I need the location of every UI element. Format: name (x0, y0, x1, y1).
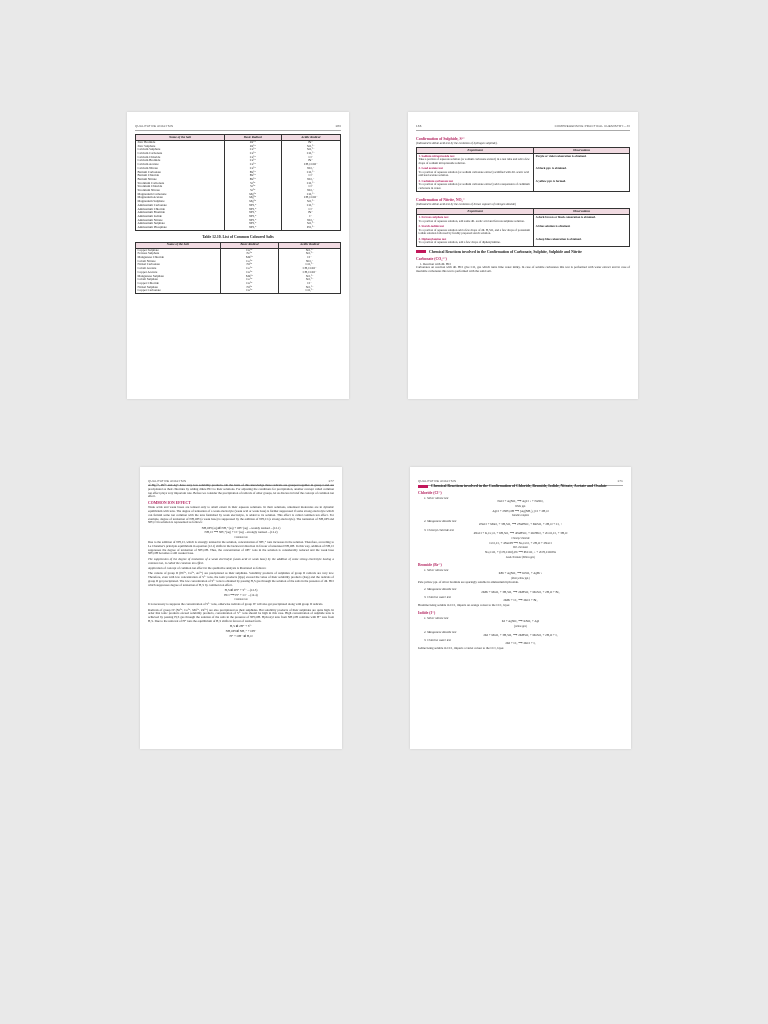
equation-label: Lead chromate (Yellow ppt.) (505, 555, 536, 559)
acidic-radical-cell: CO₃²⁻ (279, 263, 341, 267)
acidic-radical-cell: CH₃COO⁻ (281, 196, 340, 200)
basic-radical-cell: Ba²⁺ (225, 178, 282, 182)
page-body (418, 484, 623, 743)
salt-name-cell: Calcium Acetate (136, 163, 225, 167)
basic-radical-cell: Sr²⁺ (225, 182, 282, 186)
salt-name-cell: Magnesium Sulphate (136, 200, 225, 204)
salt-name-cell: Strontium Chloride (136, 185, 225, 189)
equation: HCl ⟶ H⁺ + Cl⁻ ...(12.4) (224, 592, 258, 597)
page-number: 171 (617, 479, 623, 483)
paragraph: Iodine being soluble in CCl₄ imparts a violet colour to the CCl₄ layer. (418, 646, 505, 651)
equation-label: Common ion (234, 598, 248, 602)
test-title: 1. Ferrous sulphate test (418, 215, 449, 220)
equation: H⁺ + OH⁻ ⇌ H₂O (229, 633, 253, 638)
section-title: Confirmation of Nitrite, NO₂⁻ (416, 198, 465, 203)
salt-name-cell: Ammonium Bromide (136, 211, 225, 215)
acidic-radical-cell: Cl⁻ (279, 282, 341, 286)
basic-radical-cell: Ca²⁺ (225, 167, 282, 171)
table-body (136, 140, 341, 230)
salt-name-cell: Ammonium Chloride (136, 208, 225, 212)
equation: AgCl + 2NH₄OH ⟶ [Ag(NH₃)₂] Cl + 2H₂O (492, 508, 549, 513)
header-title: COMPREHENSIVE PRACTICAL CHEMISTRY—XI (554, 124, 630, 128)
table-row (417, 237, 630, 247)
basic-radical-cell: NH₄⁺ (225, 222, 282, 226)
page-183 (127, 112, 349, 399)
salt-name-cell: Magnesium Carbonate (136, 193, 225, 197)
basic-radical-cell: Ni²⁺ (220, 286, 279, 290)
salt-name-cell: Manganese Sulphate (136, 275, 221, 279)
basic-radical-cell: Ca²⁺ (225, 156, 282, 160)
acidic-radical-cell: I⁻ (281, 215, 340, 219)
page-177 (140, 467, 342, 749)
test-procedure: Take a portion of aqueous solution (or sodium carbonate extract) in a test tube and add a few drops of sodium nitroprusside solution. (418, 157, 530, 165)
table-row (136, 226, 341, 230)
page-body (148, 484, 334, 743)
acidic-radical-cell: Br⁻ (281, 140, 340, 144)
page-number: 183 (335, 124, 341, 128)
acidic-radical-cell: NO₃⁻ (281, 167, 340, 171)
basic-radical-cell: NH₄⁺ (225, 211, 282, 215)
paragraph: Pale yellow ppt. of silver bromide are sparingly soluble in ammonium hydroxide. (418, 580, 519, 585)
equation: KI + AgNO₃ ⟶ KNO₃ + AgI (501, 619, 540, 624)
salt-name-cell: Manganese Chloride (136, 256, 221, 260)
observation-cell: A blue solution is obtained. (534, 224, 630, 237)
table-row (136, 289, 341, 293)
nitrite-tests-table (416, 208, 630, 246)
equation-label: Chromyl chloride (511, 536, 530, 540)
acidic-radical-cell: PO₄³⁻ (281, 226, 340, 230)
acidic-radical-cell: SO₄²⁻ (279, 275, 341, 279)
basic-radical-cell: Ca²⁺ (225, 152, 282, 156)
paragraph: Due to the addition of NH₄Cl, which is strongly ionised in the solution, concentration of NH₄⁺ ions increases in the solution. Therefore, according to Le Chatelier's principle equilibrium in equation (12.1) shifts in the backward direction in favour of unionised NH₄OH. In this way, addition of NH₄Cl suppresses the degree of ionisation of NH₄OH. Thus, the concentration of OH⁻ ions in the solution is considerably reduced and the weak base NH₄OH becomes a still weaker base. (148, 540, 334, 556)
salt-name-cell: Copper Chloride (136, 282, 221, 286)
equation: KBr + AgNO₃ ⟶ KNO₃ + AgBr ↓ (498, 570, 543, 575)
basic-radical-cell: NH₄⁺ (225, 204, 282, 208)
salt-name-cell: Zinc Bromide (136, 140, 225, 144)
experiment-cell (417, 166, 534, 179)
salt-name-cell: Nickel Sulphate (136, 286, 221, 290)
salt-name-cell: Ammonium Phosphate (136, 226, 225, 230)
basic-radical-cell: Cu²⁺ (220, 271, 279, 275)
acidic-radical-cell: CO₃²⁻ (281, 193, 340, 197)
acidic-radical-cell: Br⁻ (281, 159, 340, 163)
basic-radical-cell: Mg²⁺ (225, 196, 282, 200)
acidic-radical-cell: CH₃COO⁻ (281, 163, 340, 167)
column-header: Basic Radical (225, 135, 282, 141)
running-header (135, 124, 341, 131)
table-row (417, 179, 630, 192)
running-header (416, 124, 630, 131)
acidic-radical-cell: CO₃²⁻ (281, 171, 340, 175)
salt-name-cell: Strontium Carbonate (136, 182, 225, 186)
basic-radical-cell: Fe²⁺ (220, 252, 279, 256)
equation: NH₄OH (aq) ⇌ NH₄⁺(aq) + OH⁻(aq) ...weakly ionised ...(12.1) (201, 525, 281, 530)
basic-radical-cell: NH₄⁺ (225, 219, 282, 223)
salt-name-cell: Copper Acetate (136, 271, 221, 275)
salts-table (135, 134, 341, 231)
test-title: 2. Starch-iodide test (418, 224, 445, 229)
table-row (417, 166, 630, 179)
equation: 2KI + MnO₂ + 3H₂SO₄ ⟶ 2KHSO₄ + MnSO₄ + 2H₂O + I₂ (483, 632, 558, 637)
acidic-radical-cell: NO₃⁻ (281, 219, 340, 223)
paragraph: Radicals of group IV (Ni²⁺, Co²⁺, Mn²⁺, Zn²⁺) are also precipitated as their sulphides. But solubility products of their sulphides are quite high. In order that ionic products exceed solubility products, concentration of S²⁻ ions should be high in this case. High concentration of sulphide ions is achieved by passing H₂S gas through the solution of the salts in the presence of NH₄OH. Hydroxyl ions from NH₄OH combine with H⁺ ions from H₂S. Due to the removal of H⁺ ions the equilibrium of H₂S shifts in favour of ionised form. (148, 607, 334, 623)
acidic-radical-cell: CO₃²⁻ (281, 204, 340, 208)
salt-name-cell: Cobalt Nitrate (136, 260, 221, 264)
equation: H₂S ⇌ 2H⁺ + S²⁻ (229, 624, 253, 629)
salt-name-cell: Ammonium Iodide (136, 215, 225, 219)
test-procedure: To a portion of aqueous solution (or sodium carbonate extract) add a suspension of cadmium carbonate in water. (418, 182, 530, 190)
table-body (417, 215, 630, 247)
basic-radical-cell: Co²⁺ (220, 260, 279, 264)
basic-radical-cell: NH₄⁺ (225, 215, 282, 219)
basic-radical-cell: Mg²⁺ (225, 200, 282, 204)
column-header: Experiment (417, 148, 534, 154)
page-number: 166 (416, 124, 422, 128)
salt-name-cell: Cobalt Sulphate (136, 278, 221, 282)
reactions-heading (416, 250, 630, 254)
page-body (416, 134, 630, 393)
acidic-radical-cell: Br⁻ (281, 211, 340, 215)
heading-marker (416, 250, 426, 253)
acidic-radical-cell: SO₄²⁻ (281, 200, 340, 204)
experiment-cell (417, 215, 534, 225)
acidic-radical-cell: CH₃COO⁻ (279, 271, 341, 275)
experiment-cell (417, 224, 534, 237)
salt-name-cell: Nickel Carbonate (136, 263, 221, 267)
column-header: Observations (534, 209, 630, 215)
table-row (417, 215, 630, 225)
definition: The suppression of the degree of ionisation of a weak electrolyte (weak acid or weak base) by the addition of some strong electrolyte having a common ion, is called the common ion effect. (148, 556, 334, 565)
paragraph: of Hg₂²⁺, Pb²⁺ and Ag⁺ have very low solubility products. On the basis of this knowledge these radicals are grouped together in group I and are precipitated as their chlorides by adding dilute HCl to their solutions. For adjusting the conditions for precipitation, another concept called common ion effect plays very important role. Before we consider the precipitation of radicals of other groups, let us discuss in brief the concept of common ion effect. (148, 483, 334, 499)
paragraph: It is necessary to suppress the concentration of S²⁻ ions, otherwise radicals of group IV will also get precipitated along with group II radicals. (148, 602, 324, 607)
heading-marker (418, 485, 428, 488)
paragraph: The cations of group II (Pb²⁺, Cu²⁺, As³⁺) are precipitated as their sulphides. Solubility products of sulphides of group II radicals are very low. Therefore, even with low concentration of S²⁻ ions, the ionic products (Qsp) exceed the value of their solubility products (Ksp) and the radicals of group II get precipitated. The low concentration of S²⁻ ions is obtained by passing H₂S gas through the solution of the salts in the presence of dil. HCl which suppresses degree of ionisation of H₂S by common ion effect. (148, 571, 334, 587)
acidic-radical-cell: CO₃²⁻ (281, 152, 340, 156)
basic-radical-cell: Cu²⁺ (220, 248, 279, 252)
equation-label: Common ion (234, 536, 248, 540)
test-title: 1. Sodium nitroprusside test (418, 153, 455, 158)
test-title: 1. Silver nitrate test (424, 567, 449, 572)
column-header: Acidic Radical (279, 242, 341, 248)
acidic-radical-cell: CO₃²⁻ (281, 182, 340, 186)
column-header: Acidic Radical (281, 135, 340, 141)
acidic-radical-cell: NO₃⁻ (281, 189, 340, 193)
acidic-radical-cell: Cl⁻ (281, 185, 340, 189)
test-procedure: To a portion of aqueous solution (or sodium carbonate extract) acidified with dil. acetic acid add lead acetate solution. (418, 169, 530, 178)
salt-name-cell: Ammonium Nitrate (136, 219, 225, 223)
acidic-radical-cell: SO₄²⁻ (281, 148, 340, 152)
acidic-radical-cell: SO₄²⁻ (281, 222, 340, 226)
section-note: (Indicated in dilute acid test by the evolution of brown vapours of nitrogen dioxide) (416, 202, 517, 207)
test-title: 2. Manganese dioxide test (424, 519, 457, 524)
test-procedure: To a portion of aqueous solution add a few drops of dil. H₂SO₄ and a few drops of potassium iodide solution followed by freshly prepared starch solution. (418, 227, 530, 236)
salt-name-cell: Strontium Nitrate (136, 189, 225, 193)
acidic-radical-cell: SO₄²⁻ (281, 145, 340, 149)
test-title: 2. Lead acetate test (418, 166, 443, 171)
heading-text: Chemical Reactions involved in the Confirmation of Carbonate, Sulphite, Sulphide and Nitrite (429, 249, 582, 254)
paragraph: Weak acids and weak bases are ionised only to small extent in their aqueous solutions. In their solutions, unionised molecules are in dynamic equilibrium with ions. The degree of ionisation of a weak electrolyte (weak acid or weak base) is further suppressed if some strong electrolyte which can furnish some ion common with the ions furnished by weak electrolyte, is added to its solution. This effect is called common ion effect. For example, degree of ionisation of NH₄OH (a weak base) is suppressed by the addition of NH₄Cl (a strong electrolyte). The ionisation of NH₄OH and NH₄Cl in solution is represented as follows: (148, 505, 334, 525)
observation-cell: A black ppt. is obtained. (534, 166, 630, 179)
subsection-title: Chloride (Cl⁻) (418, 491, 442, 495)
experiment-cell (417, 237, 534, 247)
column-header: Name of the Salt (136, 242, 221, 248)
test-title: 3. Chromyl chloride test (424, 527, 454, 532)
basic-radical-cell: Cu²⁺ (220, 282, 279, 286)
salt-name-cell: Copper Carbonate (136, 289, 221, 293)
experiment-cell (417, 179, 534, 192)
salt-name-cell: Barium Nitrate (136, 178, 225, 182)
salt-name-cell: Ammonium Carbonate (136, 204, 225, 208)
test-procedure: To a portion of aqueous solution, add a few drops of diphenylamine. (418, 240, 501, 245)
acidic-radical-cell: Cl⁻ (281, 208, 340, 212)
basic-radical-cell: NH₄⁺ (225, 226, 282, 230)
test-title: 3. Chlorine water test (424, 638, 451, 643)
salt-name-cell: Barium Chloride (136, 174, 225, 178)
test-title: 3. Cadmium carbonate test (418, 178, 454, 183)
basic-radical-cell: Ni²⁺ (220, 263, 279, 267)
salt-name-cell: Calcium Nitrate (136, 167, 225, 171)
salt-name-cell: Calcium Chloride (136, 156, 225, 160)
equation-label: (yellow ppt.) (513, 624, 528, 628)
basic-radical-cell: Sr²⁺ (225, 189, 282, 193)
table-caption: Table 12.10. List of Common Coloured Salts (202, 234, 274, 239)
basic-radical-cell: Mn²⁺ (220, 275, 279, 279)
acidic-radical-cell: SO₄²⁻ (279, 286, 341, 290)
salt-name-cell: Zinc Sulphate (136, 145, 225, 149)
test-title: 2. Manganese dioxide test (424, 629, 457, 634)
observation-cell: A yellow ppt. is formed. (534, 179, 630, 192)
acidic-radical-cell: CH₃COO⁻ (279, 267, 341, 271)
basic-radical-cell: Sr²⁺ (225, 185, 282, 189)
test-title: 3. Chlorine water test (424, 595, 451, 600)
subsection-title: Carbonate (CO₃²⁻) (416, 256, 447, 261)
equation: Na₂CrO₄ + (CH₃COO)₂Pb ⟶ PbCrO₄ ↓ + 2CH₃COONa (484, 550, 557, 555)
salt-name-cell: Copper Sulphate (136, 248, 221, 252)
test-title: 1. Reaction with dil. HCl (420, 261, 452, 266)
equation: 2KI + Cl₂ ⟶ 2KCl + I₂ (505, 641, 536, 646)
test-title: 1. Silver nitrate test (424, 616, 449, 621)
paragraph: Application of concept of common ion effect in the qualitative analysis is illustrated as follows: (148, 565, 267, 570)
acidic-radical-cell: NO₃⁻ (281, 178, 340, 182)
paragraph: Carbonates on reaction with dil. HCl give CO₂ gas which turns lime water milky. In case of soluble carbonates this test is performed with water extract and in case of insoluble carbonates this test is performed with the solid salt. (416, 264, 630, 273)
acidic-radical-cell: CO₃²⁻ (279, 289, 341, 293)
test-title: 1. Silver nitrate test (424, 496, 449, 500)
equation: CrO₂Cl₂ + 4NaOH ⟶ Na₂CrO₄ + 2H₂O + 2NaCl (489, 540, 552, 545)
acidic-radical-cell: SO₄²⁻ (279, 248, 341, 252)
header-title: QUALITATIVE ANALYSIS (148, 479, 187, 483)
acidic-radical-cell: SO₄²⁻ (279, 252, 341, 256)
equation: NaCl + AgNO₃ ⟶ AgCl ↓ + NaNO₃ (497, 499, 544, 503)
basic-radical-cell: Co²⁺ (220, 267, 279, 271)
equation: 2KBr + MnO₂ + 3H₂SO₄ ⟶ 2KHSO₄ + MnSO₄ + 2H₂O + Br₂ (481, 589, 560, 594)
column-header: Basic Radical (220, 242, 279, 248)
column-header: Experiment (417, 209, 534, 215)
acidic-radical-cell: SO₄²⁻ (279, 278, 341, 282)
page-171 (410, 467, 631, 749)
basic-radical-cell: NH₄⁺ (225, 208, 282, 212)
equation: NH₄Cl ⟶ NH₄⁺(aq) + Cl⁻(aq) ...strongly ionised ...(12.2) (204, 530, 278, 535)
salt-name-cell: Calcium Sulphate (136, 148, 225, 152)
header-title: QUALITATIVE ANALYSIS (135, 124, 174, 128)
equation: NH₄OH ⇌ NH₄⁺ + OH⁻ (225, 629, 257, 633)
equation-label: Yell. chromate (513, 546, 528, 550)
acidic-radical-cell: NO₃⁻ (279, 260, 341, 264)
page-body (135, 134, 341, 393)
paragraph: Bromine being soluble in CCl₄ imparts an orange colour to the CCl₄ layer. (418, 603, 510, 608)
salt-name-cell: Cobalt Acetate (136, 267, 221, 271)
equation: H₂S ⇌ 2H⁺ + S²⁻ ...(12.3) (224, 587, 258, 592)
observation-cell: Purple or violet colouration is obtained. (534, 153, 630, 166)
salt-name-cell: Ferrous Sulphate (136, 252, 221, 256)
acidic-radical-cell: Cl⁻ (281, 174, 340, 178)
header-title: QUALITATIVE ANALYSIS (418, 479, 457, 483)
basic-radical-cell: Ba²⁺ (225, 174, 282, 178)
equation-label: (Pale yellow ppt.) (511, 576, 530, 580)
basic-radical-cell: Co²⁺ (220, 278, 279, 282)
basic-radical-cell: Zn²⁺ (225, 140, 282, 144)
page-number: 177 (328, 479, 334, 483)
acidic-radical-cell: Cl⁻ (281, 156, 340, 160)
sulphide-tests-table (416, 147, 630, 192)
acidic-radical-cell: Cl⁻ (279, 256, 341, 260)
salt-name-cell: Ammonium Sulphate (136, 222, 225, 226)
coloured-salts-table (135, 242, 341, 294)
basic-radical-cell: Ba²⁺ (225, 171, 282, 175)
observation-cell: A dark brown or black colouration is obtained. (534, 215, 630, 225)
heading-text: Chemical Reactions involved in the Confirmation of Chloride, Bromide, Iodide, Nitrate, Acetate and Oxalate (431, 484, 607, 488)
salt-name-cell: Calcium Carbonate (136, 152, 225, 156)
basic-radical-cell: Mn²⁺ (220, 256, 279, 260)
table-body (417, 153, 630, 192)
basic-radical-cell: Cu²⁺ (220, 289, 279, 293)
equation: 4NaCl + K₂Cr₂O₇ + 6H₂SO₄ ⟶ 4NaHSO₄ + 2KHSO₄ + 2CrO₂Cl₂ + 3H₂O (473, 530, 568, 535)
equation-label: Soluble complex (511, 514, 530, 518)
equation: 2KBr + Cl₂ ⟶ 2KCl + Br₂ (503, 598, 538, 603)
section-heading: COMMON ION EFFECT (148, 501, 191, 506)
experiment-cell (417, 153, 534, 166)
table-row (417, 224, 630, 237)
basic-radical-cell: Ca²⁺ (225, 163, 282, 167)
column-header: Observations (534, 148, 630, 154)
equation-label: White ppt. (515, 504, 526, 508)
section-note: (Indicated in dilute acid test by the evolution of hydrogen sulphide). (416, 141, 498, 145)
basic-radical-cell: Mg²⁺ (225, 193, 282, 197)
subsection-title: Iodide (I⁻) (418, 611, 436, 616)
test-title: 3. Diphenylamine test (418, 236, 447, 241)
page-166 (408, 112, 638, 399)
basic-radical-cell: Zn²⁺ (225, 145, 282, 149)
salt-name-cell: Calcium Bromide (136, 159, 225, 163)
reactions-heading (418, 484, 623, 488)
equation: 2NaCl + MnO₂ + 3H₂SO₄ ⟶ 2NaHSO₄ + MnSO₄ + 2H₂O + Cl₂ ↑ (478, 522, 563, 527)
table-body (136, 248, 341, 293)
salt-name-cell: Magnesium Acetate (136, 196, 225, 200)
table-row (417, 153, 630, 166)
subsection-title: Bromide (Br⁻) (418, 562, 442, 567)
basic-radical-cell: Ca²⁺ (225, 148, 282, 152)
section-title: Confirmation of Sulphide, S²⁻ (416, 137, 465, 141)
salt-name-cell: Barium Carbonate (136, 171, 225, 175)
test-title: 2. Manganese dioxide test (424, 586, 457, 591)
test-procedure: To a portion of aqueous solution, add some dil. acetic acid and ferrous sulphate solution. (418, 218, 525, 223)
basic-radical-cell: Ca²⁺ (225, 159, 282, 163)
observation-cell: A deep blue colouration is obtained. (534, 237, 630, 247)
column-header: Name of the Salt (136, 135, 225, 141)
